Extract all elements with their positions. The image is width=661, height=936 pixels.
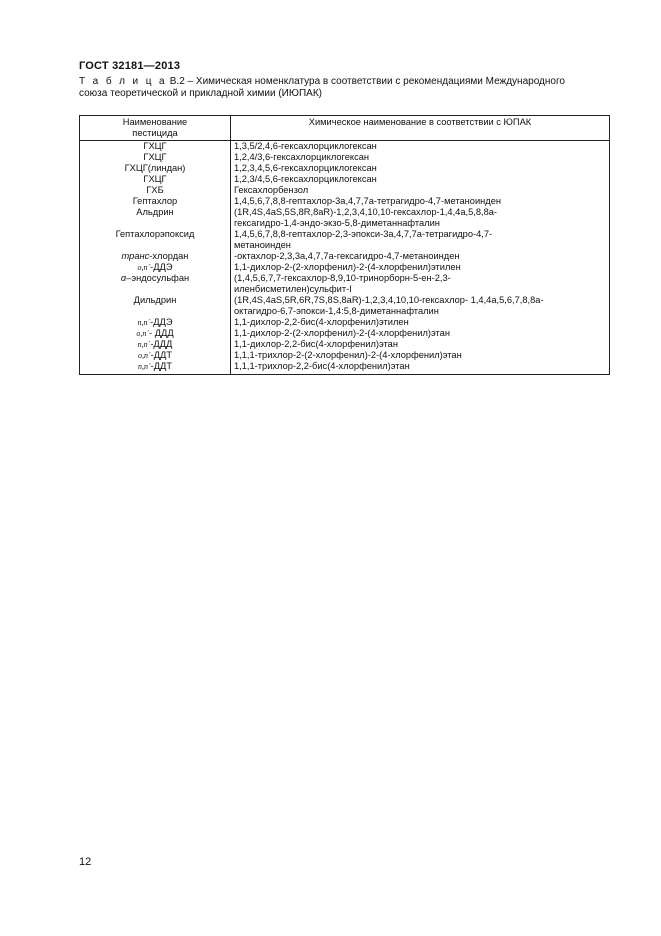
iupac-name-line: 1,1,1-трихлор-2,2-бис(4-хлорфенил)этан — [234, 361, 410, 371]
col-header-iupac: Химическое наименование в соответствии с ЮПАК — [231, 116, 610, 141]
caption-text-line2: союза теоретической и прикладной химии (ИЮПАК) — [79, 88, 322, 99]
pesticide-name: -ДДД — [150, 339, 173, 349]
table-row — [80, 339, 610, 350]
iupac-name-cell — [231, 339, 610, 350]
iupac-name-cell — [231, 350, 610, 361]
pesticide-name: Дильдрин — [133, 295, 177, 305]
table-row — [80, 196, 610, 207]
iupac-name-cell — [231, 317, 610, 328]
table-row — [80, 262, 610, 273]
iupac-name-line: 1,1,1-трихлор-2-(2-хлорфенил)-2-(4-хлорфенил)этан — [234, 350, 462, 360]
table-body — [80, 141, 610, 375]
iupac-name-line: 1,4,5,6,7,8,8-гептахлор-3а,4,7,7а-тетрагидро-4,7-метаноинден — [234, 196, 502, 206]
table-row — [80, 251, 610, 262]
table-row — [80, 163, 610, 174]
table-caption — [79, 76, 624, 100]
pesticide-name: -ДДТ — [150, 361, 173, 371]
pesticide-name-cell — [80, 229, 231, 251]
col-header-pesticide-line2: пестицида — [132, 128, 178, 138]
pesticide-name-cell — [80, 152, 231, 163]
col-header-pesticide-line1: Наименование — [122, 117, 188, 127]
table-header-row — [80, 116, 610, 141]
pesticide-name-cell — [80, 262, 231, 273]
iupac-name-line: 1,4,5,6,7,8,8-гептахлор-2,3-эпокси-3а,4,7,7а-тетрагидро-4,7- — [234, 229, 493, 239]
table-row — [80, 328, 610, 339]
col-header-pesticide — [80, 116, 231, 141]
table-row — [80, 273, 610, 295]
pesticide-name: -ДДТ — [150, 350, 173, 360]
iupac-name-line: 1,1-дихлор-2-(2-хлорфенил)-2-(4-хлорфенил)этилен — [234, 262, 461, 272]
pesticide-name-cell — [80, 174, 231, 185]
pesticide-name: ГХБ — [146, 185, 164, 195]
pesticide-name-cell — [80, 317, 231, 328]
iupac-name-cell — [231, 273, 610, 295]
pesticide-name: ГХЦГ — [143, 152, 167, 162]
table-row — [80, 174, 610, 185]
pesticide-name-cell — [80, 350, 231, 361]
pesticide-name-prefix: п,п´ — [137, 340, 151, 349]
iupac-name-cell — [231, 185, 610, 196]
table-row — [80, 229, 610, 251]
page-number: 12 — [79, 856, 92, 868]
pesticide-name-cell — [80, 339, 231, 350]
iupac-name-line: (1R,4S,4aS,5R,6R,7S,8S,8aR)-1,2,3,4,10,10-гексахлор- 1,4,4а,5,6,7,8,8а- — [234, 295, 544, 305]
iupac-name-cell — [231, 262, 610, 273]
iupac-name-line: 1,2,3/4,5,6-гексахлорциклогексан — [234, 174, 377, 184]
pesticide-name: Альдрин — [136, 207, 174, 217]
nomenclature-table — [79, 115, 610, 375]
pesticide-name-cell — [80, 251, 231, 262]
iupac-name-line: 1,2,3,4,5,6-гексахлорциклогексан — [234, 163, 377, 173]
table-row — [80, 317, 610, 328]
pesticide-name: –эндосульфан — [126, 273, 190, 283]
table-row — [80, 141, 610, 153]
pesticide-name: -ДДЭ — [150, 262, 173, 272]
pesticide-name-prefix: п,п´ — [137, 318, 151, 327]
iupac-name-line: 1,3,5/2,4,6-гексахлорциклогексан — [234, 141, 377, 151]
pesticide-name-cell — [80, 328, 231, 339]
pesticide-name: ГХЦГ — [143, 174, 167, 184]
pesticide-name-cell — [80, 141, 231, 153]
iupac-name-cell — [231, 152, 610, 163]
iupac-name-line: 1,1-дихлор-2,2-бис(4-хлорфенил)этан — [234, 339, 398, 349]
pesticide-name-cell — [80, 163, 231, 174]
iupac-name-line: метаноинден — [234, 240, 291, 250]
iupac-name-cell — [231, 196, 610, 207]
iupac-name-cell — [231, 174, 610, 185]
iupac-name-cell — [231, 163, 610, 174]
iupac-name-line: -октахлор-2,3,3а,4,7,7а-гексагидро-4,7-метаноинден — [234, 251, 460, 261]
pesticide-name-cell — [80, 361, 231, 375]
pesticide-name-prefix: о,п´ — [137, 351, 151, 360]
pesticide-name-cell — [80, 196, 231, 207]
table-row — [80, 152, 610, 163]
pesticide-name-cell — [80, 295, 231, 317]
pesticide-name-cell — [80, 185, 231, 196]
table-row — [80, 350, 610, 361]
iupac-name-cell — [231, 361, 610, 375]
caption-dash: – — [187, 76, 194, 87]
caption-label: Т а б л и ц а — [79, 76, 167, 87]
iupac-name-line: иленбисметилен)сульфит-I — [234, 284, 352, 294]
pesticide-name: ГХЦГ — [143, 141, 167, 151]
iupac-name-cell — [231, 207, 610, 229]
pesticide-name-prefix: α — [120, 273, 127, 283]
iupac-name-cell — [231, 295, 610, 317]
iupac-name-line: октагидро-6,7-эпокси-1,4:5,8-диметаннафталин — [234, 306, 439, 316]
pesticide-name-prefix: о,п´ — [137, 263, 151, 272]
iupac-name-line: Гексахлорбензол — [234, 185, 309, 195]
iupac-name-cell — [231, 229, 610, 251]
table-row — [80, 361, 610, 375]
document-code: ГОСТ 32181—2013 — [79, 60, 181, 72]
iupac-name-cell — [231, 251, 610, 262]
pesticide-name: -ДДЭ — [150, 317, 173, 327]
pesticide-name: -хлордан — [149, 251, 189, 261]
iupac-name-line: (1,4,5,6,7,7-гексахлор-8,9,10-тринорборн-5-ен-2,3- — [234, 273, 451, 283]
pesticide-name: ГХЦГ(линдан) — [124, 163, 186, 173]
table-row — [80, 295, 610, 317]
caption-text-line1: Химическая номенклатура в соответствии с рекомендациями Международного — [195, 76, 565, 87]
iupac-name-cell — [231, 141, 610, 153]
iupac-name-cell — [231, 328, 610, 339]
pesticide-name: - ДДД — [149, 328, 174, 338]
pesticide-name: Гептахлорэпоксид — [115, 229, 195, 239]
iupac-name-line: 1,2,4/3,6-гексахлорциклогексан — [234, 152, 370, 162]
iupac-name-line: гексагидро-1,4-эндо-экзо-5,8-диметаннафталин — [234, 218, 440, 228]
table-row — [80, 207, 610, 229]
pesticide-name: Гептахлор — [132, 196, 178, 206]
table-row — [80, 185, 610, 196]
pesticide-name-cell — [80, 207, 231, 229]
pesticide-name-prefix: транс — [121, 251, 150, 261]
caption-number: В.2 — [169, 76, 185, 87]
iupac-name-line: 1,1-дихлор-2,2-бис(4-хлорфенил)этилен — [234, 317, 409, 327]
pesticide-name-prefix: п,п´ — [137, 362, 151, 371]
pesticide-name-prefix: о,п´ — [136, 329, 150, 338]
iupac-name-line: (1R,4S,4aS,5S,8R,8aR)-1,2,3,4,10,10-гексахлор-1,4,4а,5,8,8а- — [234, 207, 498, 217]
pesticide-name-cell — [80, 273, 231, 295]
iupac-name-line: 1,1-дихлор-2-(2-хлорфенил)-2-(4-хлорфенил)этан — [234, 328, 450, 338]
